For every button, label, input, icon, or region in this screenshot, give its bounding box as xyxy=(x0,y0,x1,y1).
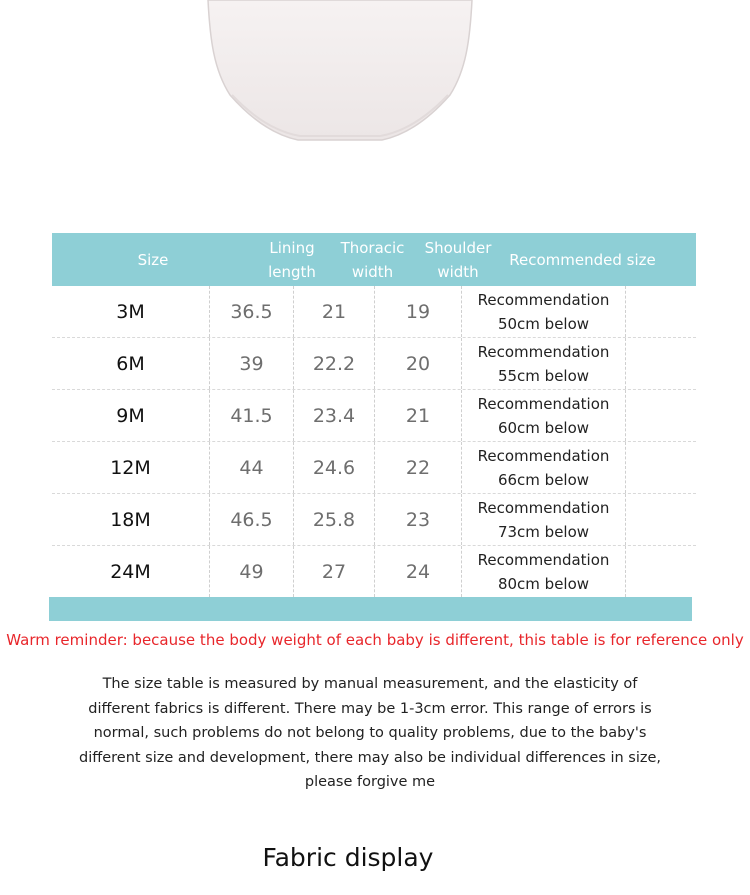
table-row xyxy=(52,442,696,494)
thoracic-cell: 27 xyxy=(294,546,375,597)
recommendation-cell xyxy=(462,546,626,597)
lining-cell: 46.5 xyxy=(210,494,294,545)
blank-cell xyxy=(626,442,696,493)
size-cell: 9M xyxy=(52,390,210,441)
recommendation-line1: Recommendation xyxy=(477,550,610,569)
lining-cell: 36.5 xyxy=(210,286,294,337)
header-thoracic-line2: width xyxy=(351,262,394,281)
recommendation-cell xyxy=(462,494,626,545)
size-cell: 12M xyxy=(52,442,210,493)
recommendation-cell xyxy=(462,442,626,493)
section-title: Fabric display xyxy=(262,843,434,872)
blank-cell xyxy=(626,546,696,597)
recommendation-line1: Recommendation xyxy=(477,342,610,361)
lining-cell: 39 xyxy=(210,338,294,389)
shoulder-cell: 24 xyxy=(375,546,462,597)
lining-cell: 44 xyxy=(210,442,294,493)
recommendation-line1: Recommendation xyxy=(477,498,610,517)
header-thoracic-line1: Thoracic xyxy=(340,238,405,257)
size-cell: 3M xyxy=(52,286,210,337)
thoracic-cell: 22.2 xyxy=(294,338,375,389)
header-lining-line1: Lining xyxy=(269,238,315,257)
header-size xyxy=(52,248,254,272)
header-recommended-label: Recommended size xyxy=(509,250,656,269)
thoracic-cell: 21 xyxy=(294,286,375,337)
blank-cell xyxy=(626,390,696,441)
recommendation-line2: 73cm below xyxy=(497,522,590,541)
recommendation-line1: Recommendation xyxy=(477,394,610,413)
recommendation-line2: 55cm below xyxy=(497,366,590,385)
size-table xyxy=(52,233,696,597)
table-row xyxy=(52,494,696,546)
recommendation-cell xyxy=(462,286,626,337)
recommendation-line1: Recommendation xyxy=(477,446,610,465)
table-footer-band xyxy=(49,597,692,621)
header-shoulder-line2: width xyxy=(437,262,479,281)
recommendation-line1: Recommendation xyxy=(477,290,610,309)
shoulder-cell: 19 xyxy=(375,286,462,337)
table-body xyxy=(52,286,696,597)
thoracic-cell: 24.6 xyxy=(294,442,375,493)
shoulder-cell: 22 xyxy=(375,442,462,493)
recommendation-line2: 50cm below xyxy=(497,314,590,333)
header-shoulder-line1: Shoulder xyxy=(424,238,492,257)
header-size-label: Size xyxy=(137,250,169,269)
header-lining-line2: length xyxy=(268,262,316,281)
blank-cell xyxy=(626,286,696,337)
recommendation-cell xyxy=(462,338,626,389)
baby-bodysuit-image xyxy=(170,0,510,200)
warning-text: Warm reminder: because the body weight of each baby is different, this table is for reference only xyxy=(6,631,744,649)
recommendation-cell xyxy=(462,390,626,441)
size-cell: 18M xyxy=(52,494,210,545)
blank-cell xyxy=(626,338,696,389)
header-lining xyxy=(254,236,330,284)
header-shoulder xyxy=(415,236,501,284)
shoulder-cell: 21 xyxy=(375,390,462,441)
recommendation-line2: 60cm below xyxy=(497,418,590,437)
table-row xyxy=(52,338,696,390)
lining-cell: 49 xyxy=(210,546,294,597)
thoracic-cell: 23.4 xyxy=(294,390,375,441)
table-header xyxy=(52,233,696,286)
size-cell: 6M xyxy=(52,338,210,389)
shoulder-cell: 23 xyxy=(375,494,462,545)
header-thoracic xyxy=(330,236,415,284)
measurement-note: The size table is measured by manual measurement, and the elasticity of different fabrics is different. There may be 1-3cm error. This range of errors is normal, such problems do not belong to quality problems, due to the baby's different size and development, there may also be individual differences in size, please forgive me xyxy=(78,676,661,790)
shoulder-cell: 20 xyxy=(375,338,462,389)
thoracic-cell: 25.8 xyxy=(294,494,375,545)
blank-cell xyxy=(626,494,696,545)
size-cell: 24M xyxy=(52,546,210,597)
recommendation-line2: 66cm below xyxy=(497,470,590,489)
table-row xyxy=(52,546,696,597)
lining-cell: 41.5 xyxy=(210,390,294,441)
header-recommended xyxy=(501,248,664,272)
table-row xyxy=(52,390,696,442)
table-row xyxy=(52,286,696,338)
recommendation-line2: 80cm below xyxy=(497,574,590,593)
